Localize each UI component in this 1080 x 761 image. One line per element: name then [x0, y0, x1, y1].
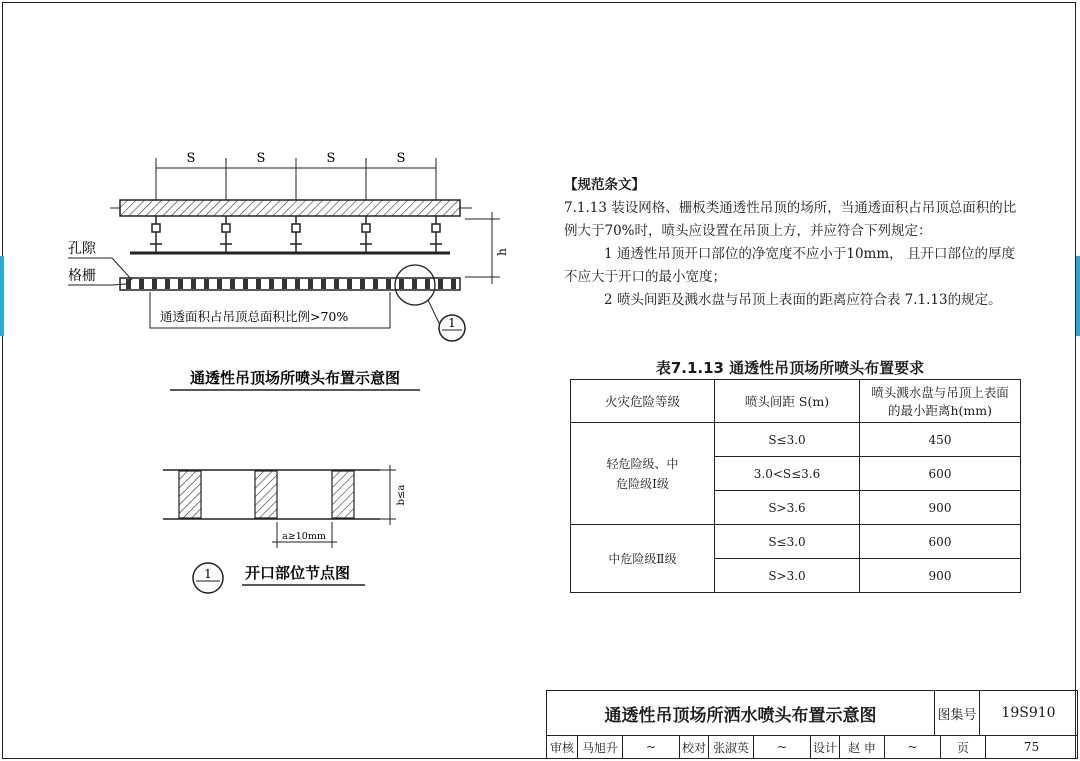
header-hazard-level: 火灾危险等级: [571, 380, 715, 423]
clause-main-text: 7.1.13 装设网格、栅板类通透性吊顶的场所，当通透面积占吊顶总面积的比例大于70%时，喷头应设置在吊顶上方，并应符合下列规定：: [564, 200, 1017, 239]
designer-signature: ~: [885, 736, 941, 758]
opening-detail-drawing: [163, 465, 396, 548]
requirements-table: [570, 379, 1021, 593]
detail-ref-number: 1: [448, 316, 456, 330]
reviewer-name: 马旭升: [578, 736, 623, 758]
header-spacing: 喷头间距 S(m): [715, 380, 860, 423]
table-row: [571, 423, 1021, 457]
distance-cell: 900: [860, 491, 1021, 525]
atlas-number: 19S910: [1001, 705, 1056, 721]
spacing-cell: S≤3.0: [715, 423, 860, 457]
header-min-distance: 喷头溅水盘与吊顶上表面的最小距离h(mm): [860, 380, 1021, 423]
distance-cell: 600: [860, 525, 1021, 559]
table-row: [571, 525, 1021, 559]
review-label: 审核: [547, 736, 578, 758]
spacing-cell: S>3.6: [715, 491, 860, 525]
a-dimension-label: a≥10mm: [282, 531, 326, 542]
designer-name: 赵 申: [840, 736, 885, 758]
hazard-level-cell: 轻危险级、中危险级Ⅰ级: [571, 423, 715, 525]
code-clause: [564, 174, 1024, 312]
atlas-label: 图集号: [935, 691, 980, 735]
sprinkler-heads: [150, 216, 442, 253]
page-label: 页: [941, 736, 986, 758]
grille-label: 格栅: [68, 268, 96, 284]
clause-item-1: 1 通透性吊顶开口部位的净宽度不应小于10mm， 且开口部位的厚度不应大于开口的最小宽度；: [564, 246, 1015, 285]
gap-label: 孔隙: [68, 241, 96, 257]
distance-cell: 600: [860, 457, 1021, 491]
spacing-cell: 3.0<S≤3.6: [715, 457, 860, 491]
title-block: [546, 690, 1078, 760]
spacing-label: S: [186, 151, 196, 166]
clause-heading: 【规范条文】: [564, 177, 645, 193]
top-diagram-caption: 通透性吊顶场所喷头布置示意图: [189, 369, 401, 387]
check-label: 校对: [680, 736, 709, 758]
spacing-dimension: [156, 158, 436, 200]
reviewer-signature: ~: [623, 736, 680, 758]
spacing-label: S: [256, 151, 266, 166]
table-title: 表7.1.13 通透性吊顶场所喷头布置要求: [655, 359, 925, 377]
drawing-title: 通透性吊顶场所洒水喷头布置示意图: [547, 691, 935, 735]
hazard-level-cell: 中危险级Ⅱ级: [571, 525, 715, 593]
table-header-row: [571, 380, 1021, 423]
left-edge-marker: [0, 256, 4, 336]
distance-cell: 450: [860, 423, 1021, 457]
checker-name: 张淑英: [709, 736, 754, 758]
detail-caption: 开口部位节点图: [245, 564, 351, 582]
spacing-label: S: [396, 151, 406, 166]
distance-cell: 900: [860, 559, 1021, 593]
design-label: 设计: [811, 736, 840, 758]
ceiling-slab: [120, 200, 460, 216]
spacing-cell: S≤3.0: [715, 525, 860, 559]
h-label: h: [495, 248, 509, 256]
ceiling-grille: [120, 278, 460, 290]
ratio-note: 通透面积占吊顶总面积比例>70%: [160, 309, 349, 324]
sprinkler-layout-diagram: [60, 140, 530, 582]
checker-signature: ~: [754, 736, 811, 758]
page-number: 75: [1023, 740, 1040, 754]
spacing-cell: S>3.0: [715, 559, 860, 593]
h-dimension: [465, 212, 500, 284]
spacing-label: S: [326, 151, 336, 166]
detail-ref-number: 1: [204, 567, 212, 581]
b-dimension-label: b≤a: [396, 484, 407, 506]
clause-item-2: 2 喷头间距及溅水盘与吊顶上表面的距离应符合表 7.1.13的规定。: [604, 292, 1002, 308]
right-edge-marker: [1076, 256, 1080, 336]
